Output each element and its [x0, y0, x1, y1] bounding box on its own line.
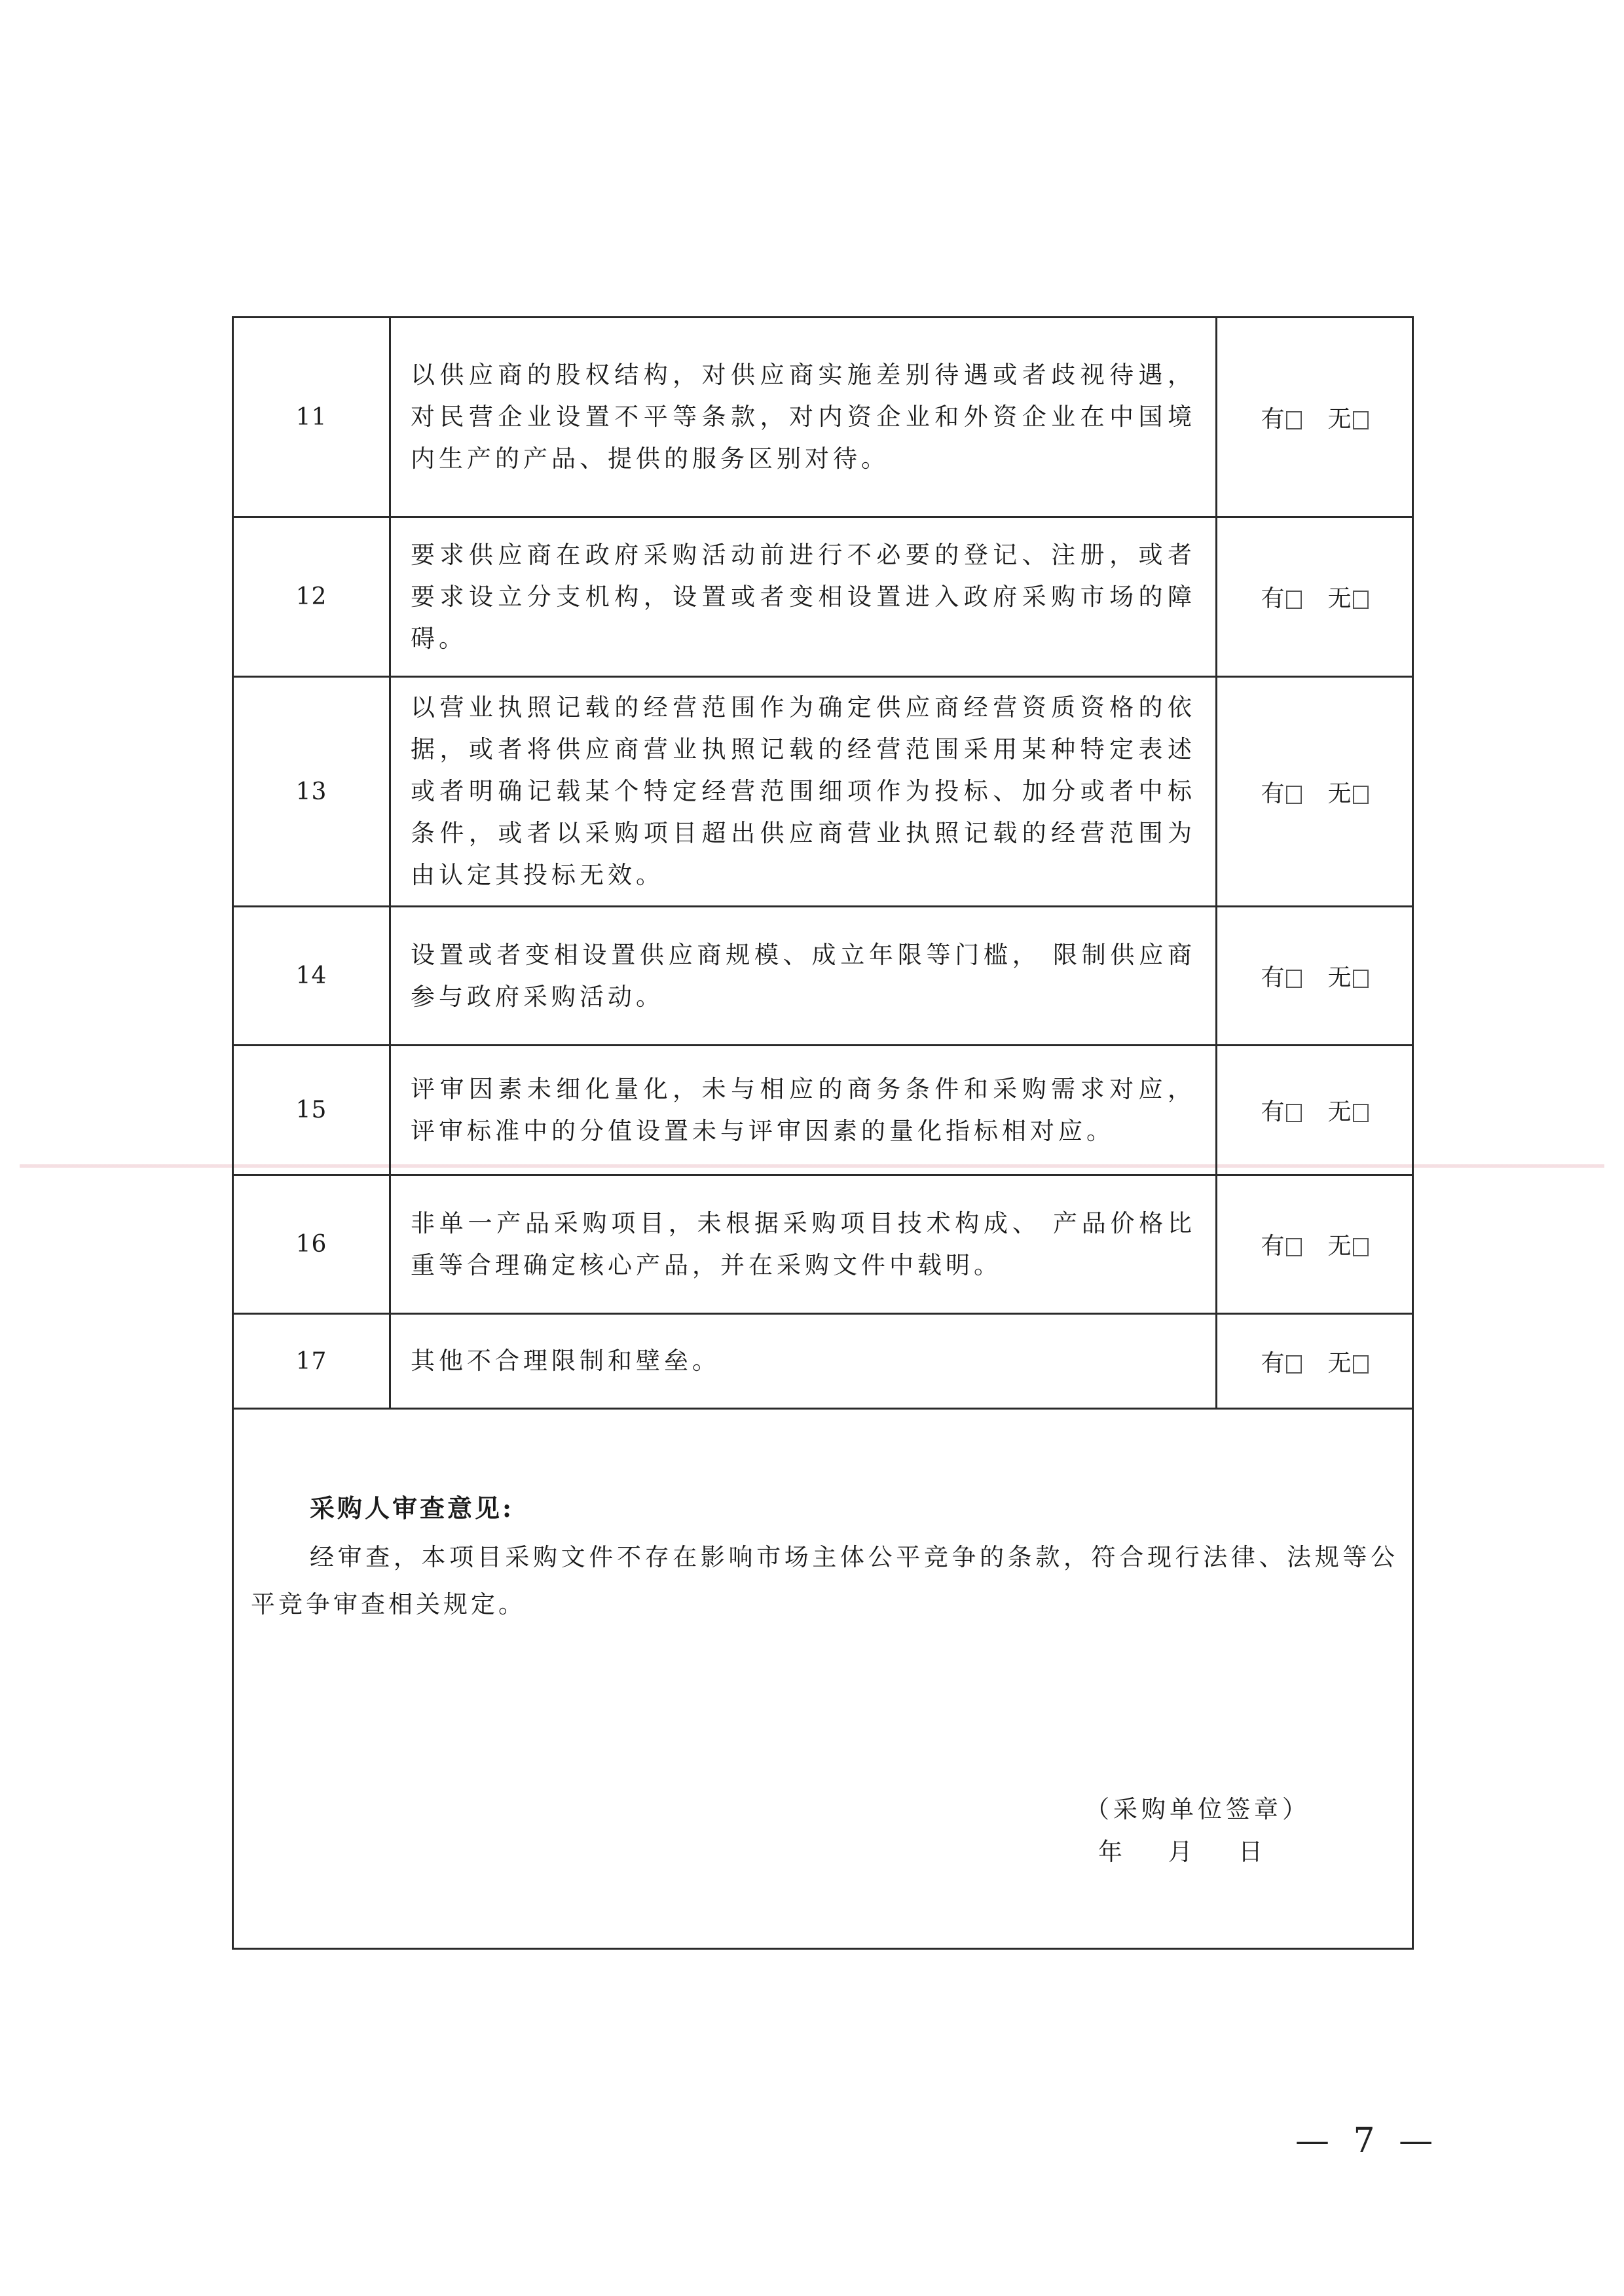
yes-checkbox[interactable] — [1286, 591, 1302, 609]
yes-no-options — [1217, 318, 1413, 517]
row-description: 评审因素未细化量化，未与相应的商务条件和采购需求对应，评审标准中的分值设置未与评审因素的量化指标相对应。 — [390, 1046, 1217, 1175]
table-row — [233, 318, 1413, 517]
opinion-row — [233, 1409, 1413, 1949]
no-checkbox[interactable] — [1353, 411, 1369, 429]
yes-checkbox[interactable] — [1286, 1355, 1302, 1374]
yes-no-options — [1217, 907, 1413, 1046]
signature-date — [1098, 1832, 1263, 1867]
no-label: 无 — [1327, 1349, 1352, 1377]
row-description: 其他不合理限制和壁垒。 — [390, 1314, 1217, 1409]
yes-no-options — [1217, 1046, 1413, 1175]
no-checkbox[interactable] — [1353, 1355, 1369, 1374]
yes-checkbox[interactable] — [1286, 1238, 1302, 1256]
no-label: 无 — [1327, 780, 1352, 807]
date-day-label: 日 — [1238, 1838, 1263, 1866]
yes-no-options — [1217, 517, 1413, 677]
no-label: 无 — [1327, 1233, 1352, 1260]
row-description: 以营业执照记载的经营范围作为确定供应商经营资质资格的依据，或者将供应商营业执照记载的经营范围采用某种特定表述或者明确记载某个特定经营范围细项作为投标、加分或者中标条件，或者以采购项目超出供应商营业执照记载的经营范围为由认定其投标无效。 — [390, 677, 1217, 907]
no-checkbox[interactable] — [1353, 1104, 1369, 1122]
no-checkbox[interactable] — [1353, 591, 1369, 609]
yes-checkbox[interactable] — [1286, 786, 1302, 804]
row-number: 17 — [233, 1314, 390, 1409]
no-label: 无 — [1327, 964, 1352, 991]
yes-label: 有 — [1261, 1099, 1285, 1125]
row-description: 设置或者变相设置供应商规模、成立年限等门槛， 限制供应商参与政府采购活动。 — [390, 907, 1217, 1046]
row-number: 13 — [233, 677, 390, 907]
no-checkbox[interactable] — [1353, 1238, 1369, 1256]
opinion-heading: 采购人审查意见: — [310, 1493, 515, 1523]
yes-label: 有 — [1261, 585, 1285, 612]
row-description: 以供应商的股权结构，对供应商实施差别待遇或者歧视待遇，对民营企业设置不平等条款，对内资企业和外资企业在中国境内生产的产品、提供的服务区别对待。 — [390, 318, 1217, 517]
yes-checkbox[interactable] — [1286, 970, 1302, 988]
date-year-label: 年 — [1098, 1838, 1122, 1866]
no-label: 无 — [1327, 1099, 1352, 1125]
row-number: 16 — [233, 1175, 390, 1314]
no-checkbox[interactable] — [1353, 786, 1369, 804]
yes-label: 有 — [1261, 1233, 1285, 1260]
yes-label: 有 — [1261, 780, 1285, 807]
table-row — [233, 517, 1413, 677]
row-number: 12 — [233, 517, 390, 677]
yes-label: 有 — [1261, 964, 1285, 991]
page-number: — 7 — — [1295, 2121, 1440, 2160]
row-number: 15 — [233, 1046, 390, 1175]
yes-label: 有 — [1261, 405, 1285, 433]
row-number: 14 — [233, 907, 390, 1046]
table-row — [233, 677, 1413, 907]
seal-label: （采购单位签章） — [1085, 1795, 1310, 1823]
yes-checkbox[interactable] — [1286, 1104, 1302, 1122]
table-row — [233, 1175, 1413, 1314]
yes-no-options — [1217, 1314, 1413, 1409]
yes-no-options — [1217, 1175, 1413, 1314]
yes-label: 有 — [1261, 1349, 1285, 1377]
row-description: 要求供应商在政府采购活动前进行不必要的登记、注册，或者要求设立分支机构，设置或者变相设置进入政府采购市场的障碍。 — [390, 517, 1217, 677]
opinion-section — [233, 1409, 1413, 1949]
no-label: 无 — [1327, 585, 1352, 612]
no-label: 无 — [1327, 405, 1352, 433]
no-checkbox[interactable] — [1353, 970, 1369, 988]
table-row — [233, 907, 1413, 1046]
row-number: 11 — [233, 318, 390, 517]
opinion-body: 经审查，本项目采购文件不存在影响市场主体公平竞争的条款，符合现行法律、法规等公平竞争审查相关规定。 — [251, 1543, 1398, 1618]
table-row — [233, 1046, 1413, 1175]
date-month-label: 月 — [1168, 1838, 1192, 1866]
yes-checkbox[interactable] — [1286, 411, 1302, 429]
row-description: 非单一产品采购项目，未根据采购项目技术构成、 产品价格比重等合理确定核心产品，并在采购文件中载明。 — [390, 1175, 1217, 1314]
table-row — [233, 1314, 1413, 1409]
yes-no-options — [1217, 677, 1413, 907]
review-checklist-table — [232, 316, 1414, 1950]
